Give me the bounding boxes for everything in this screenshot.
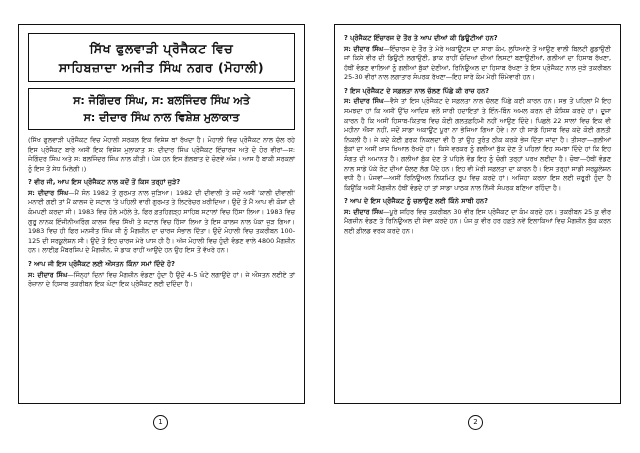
- question-5: ? ਆਪ ਦੇ ਇਸ ਪ੍ਰੋਜੈਕਟ ਨੂੰ ਚਲਾਉਣ ਲਈ ਕਿੰਨੇ ਸਾਥੀ ਹਨ?: [344, 197, 488, 206]
- question-3: ? ਪ੍ਰੋਜੈਕਟ ਇੰਚਾਰਜ ਦੇ ਤੌਰ ਤੇ ਆਪ ਦੀਆਂ ਕੀ ਡਿਊਟੀਆਂ ਹਨ?: [344, 34, 498, 42]
- subtitle-line-1: ਸ: ਜੋਗਿੰਦਰ ਸਿੰਘ, ਸ: ਬਲਜਿੰਦਰ ਸਿੰਘ ਅਤੇ: [73, 94, 250, 107]
- answer-2-speaker: ਸ: ਦੀਦਾਰ ਸਿੰਘ: [28, 270, 68, 279]
- answer-2-text: —ਜਿੰਨ੍ਹਾਂ ਦਿਨਾਂ ਵਿਚ ਮੈਗਜ਼ੀਨ ਵੰਡਣਾ ਹੁੰਦਾ ਹੈ ਉਦੋਂ 4-5 ਘੰਟੇ ਲਗਾਉਂਦੇ ਹਾਂ। ਜੇ ਔਸਤਨ ਲਈਏ ਤਾਂ ਰੋਜ਼ਾਨਾ ਦੇ ਹਿਸਾਬ ਤਕਰੀਬਨ ਇਕ ਘੰਟਾ ਇਕ ਪ੍ਰੋਜੈਕਟ ਲਈ ਦਦਿੰਦਾ ਹੈ।: [28, 270, 295, 289]
- question-4: ? ਇਸ ਪ੍ਰੋਜੈਕਟ ਦੇ ਸਫ਼ਲਤਾ ਨਾਲ ਚੱਲਣ ਪਿੱਛੇ ਕੀ ਰਾਜ਼ ਹਨ?: [344, 86, 490, 95]
- title-line-2: ਸਾਹਿਬਜ਼ਾਦਾ ਅਜੀਤ ਸਿੰਘ ਨਗਰ (ਮੋਹਾਲੀ): [58, 60, 265, 75]
- title-line-1: ਸਿੱਖ ਫੁਲਵਾੜੀ ਪ੍ਰੋਜੈਕਟ ਵਿਚ: [89, 41, 234, 56]
- answer-3: [344, 45, 611, 83]
- page-number-2: 2: [468, 415, 483, 430]
- subtitle-box: [28, 88, 295, 130]
- answer-5: [344, 208, 611, 237]
- question-2: ? ਆਪ ਜੀ ਇਸ ਪ੍ਰੋਜੈਕਟ ਲਈ ਔਸਤਨ ਕਿੰਨਾ ਸਮਾਂ ਦਿੰਦੇ ਹੋ?: [28, 260, 175, 269]
- question-1: ? ਵੀਰ ਜੀ, ਆਪ ਇਸ ਪ੍ਰੋਜੈਕਟ ਨਾਲ ਕਦੋਂ ਤੋਂ ਕਿਸ ਤਰ੍ਹਾਂ ਜੁੜੇ?: [28, 178, 181, 187]
- answer-1-text: —ਮੈਂ ਸੰਨ 1982 ਤੋਂ ਗੁਰਮਤ ਨਾਲ ਜੁੜਿਆ। 1982 ਦੀ ਦੀਵਾਲੀ ਤੇ ਜਦੋਂ ਅਸੀਂ 'ਕਾਲੀ ਦੀਵਾਲੀ' ਮਨਾਈ ਗਈ ਤਾਂ ਮੈਂ ਕਾਲਜ ਦੇ ਸਟਾਲ 'ਤੇ ਪਹਿਲੀ ਵਾਰੀ ਗੁਰਮਤ ਤੇ ਲਿਟਰੇਚਰ ਖ਼ਰੀਦਿਆ। ਉਦੋਂ ਤੋਂ ਮੈਂ ਆਪ ਵੀ ਕੋਸ਼ਾਂ ਦੀ ਕੰਮਪਣੀ ਕਰਦਾ ਸੀ। 1983 ਵਿਚ ਹੋਲੇ ਮਹੱਲੇ ਤੇ, ਫਿਰ ਫ਼ਤਹਿਗੜ੍ਹ ਸਾਹਿਬ ਸਟਾਲਾਂ ਵਿਚ ਹਿੱਸਾ ਲਿਆ। 1983 ਵਿਚ ਗੁਰੂ ਨਾਨਕ ਇੰਜੀਨੀਅਰਿੰਗ ਕਾਲਜ ਵਿਚ ਸਿੱਖੀ ਤੇ ਸਟਾਲ ਵਿਚ ਹਿੱਸਾ ਲਿਆ ਤੇ ਇਸ ਕਾਲਜ ਨਾਲ ਪੱਕਾ ਜੁੜ ਗਿਆ। 1983 ਵਿਚ ਹੀ ਫਿਰ ਮਨਜੀਤ ਸਿੰਘ ਜੀ ਨੂੰ ਮੈਗਜ਼ੀਨ ਦਾ ਚਾਰਜ ਸੰਭਾਲ ਦਿੱਤਾ। ਉਦੋਂ ਮੋਹਾਲੀ ਵਿਚ ਤਕਰੀਬਨ 100-125 ਦੀ ਸਰਕੂਲੇਸ਼ਨ ਸੀ। ਉਦੋਂ ਤੋਂ ਇਹ ਚਾਰਜ ਮੇਰੇ ਪਾਸ ਹੀ ਹੈ। ਅੱਜ ਮੋਹਾਲੀ ਵਿਚ ਹੁੰਦੀ ਵੰਡਣ ਵਾਲੇ 4800 ਮੈਗਜ਼ੀਨ ਹਨ। ਲਾਈਫ਼ ਮੈਂਬਰਸ਼ਿਪ ਦੇ ਮੈਗਜ਼ੀਨ, ਜੋ ਡਾਕ ਰਾਹੀਂ ਆਉਂਦੇ ਹਨ ਉਹ ਇਸ ਤੋਂ ਵੱਖਰੇ ਹਨ।: [28, 188, 295, 255]
- subtitle-line-2: ਸ: ਦੀਦਾਰ ਸਿੰਘ ਨਾਲ ਵਿਸ਼ੇਸ਼ ਮੁਲਾਕਾਤ: [83, 111, 240, 124]
- page-number-1: 1: [153, 415, 168, 430]
- answer-3-speaker: ਸ: ਦੀਦਾਰ ਸਿੰਘ: [344, 44, 384, 53]
- answer-4-text: —ਵੈਸੇ ਤਾਂ ਇਸ ਪ੍ਰੋਜੈਕਟ ਦੇ ਸਫ਼ਲਤਾ ਨਾਲ ਚੱਲਣ ਪਿੱਛੇ ਕਈ ਕਾਰਨ ਹਨ। ਸਭ ਤੋਂ ਪਹਿਲਾਂ ਮੈਂ ਇਹ ਸਮਝਦਾ ਹਾਂ ਕਿ ਅਸੀਂ ਉੱਚ ਆਦਿਸ਼ ਵਲੋਂ ਸਾਰੀ ਹਦਾਇਤਾਂ ਤੇ ਇੰਨ-ਬਿੰਨ ਅਮਲ ਕਰਨ ਦੀ ਕੋਸ਼ਿਸ਼ ਕਰਦੇ ਹਾਂ। ਦੂਜਾ ਕਾਰਨ ਹੈ ਕਿ ਅਸੀਂ ਹਿਸਾਬ-ਕਿਤਾਬ ਵਿਚ ਕੋਈ ਗਲਤਫ਼ਹਿਮੀ ਨਹੀਂ ਆਉਣ ਦਿੰਦੇ। ਪਿਛਲੇ 22 ਸਾਲਾਂ ਵਿਚ ਇਕ ਵੀ ਮਹੀਨਾ ਐਸਾ ਨਹੀਂ, ਜਦੋਂ ਸਾਡਾ ਅਕਾਊਂਟ ਪੂਰਾ ਨਾ ਭੇਜਿਆ ਗਿਆ ਹੋਵੇ। ਨਾ ਹੀ ਸਾਡੇ ਹਿਸਾਬ ਵਿਚ ਕਦੇ ਕੋਈ ਗਲਤੀ ਨਿਕਲੀ ਹੈ। ਜੇ ਕਦੇ ਕੋਈ ਫ਼ਰਕ ਨਿਕਲਦਾ ਵੀ ਹੈ ਤਾਂ ਉਹ ਤੁਰੰਤ ਠੀਕ ਕਰਕੇ ਭੇਜ ਦਿੱਤਾ ਜਾਂਦਾ ਹੈ। ਤੀਸਰਾ—ਗਲੀਆਂ ਬੁੱਕਾਂ ਦਾ ਅਸੀਂ ਖ਼ਾਸ ਖ਼ਿਆਲ ਰੱਖਦੇ ਹਾਂ। ਕਿਸੇ ਵਰਕਰ ਨੂੰ ਗਲੀਆਂ ਬੁੱਕ ਦੇਣ ਤੋਂ ਪਹਿਲਾਂ ਇਹ ਸਮਝਾ ਦਿੰਦੇ ਹਾਂ ਕਿ ਇਹ ਸੰਗਤ ਦੀ ਅਮਾਨਤ ਹੈ। ਗਲੀਆਂ ਬੁੱਕ ਦੇਣ ਤੋਂ ਪਹਿਲੇ ਵੰਡ ਇਹ ਨੂੰ ਚੰਗੀ ਤਰ੍ਹਾਂ ਪਰਖ ਲਈਦਾ ਹੈ। ਚੋਥਾ—ਹੱਥੀਂ ਵੰਡਣ ਨਾਲ ਸਾਡੇ ਪੱਕੇ ਰੋਟ ਦੀਆਂ ਚੱਲਣ ਲੱਗ ਪੈਂਦੇ ਹਨ। ਇਹ ਵੀ ਮੇਰੀ ਸਫ਼ਲਤਾ ਦਾ ਕਾਰਨ ਹੈ। ਇਸ ਤਰ੍ਹਾਂ ਸਾਡੀ ਸਰਕੂਲੇਸ਼ਨ ਵਧੀ ਹੈ। ਪੰਜਵਾਂ—ਅਸੀਂ ਰਿਨਿਊਅਲ ਨਿਯਮਿਤ ਰੂਪ ਵਿਚ ਕਰਦੇ ਹਾਂ। ਅਜਿਹਾ ਕਰਨਾ ਇਸ ਲਈ ਜ਼ਰੂਰੀ ਹੁੰਦਾ ਹੈ ਕਿਉਂਕਿ ਅਸੀਂ ਮੈਗਜ਼ੀਨ ਹੱਥੀਂ ਵੰਡਦੇ ਹਾਂ ਤਾਂ ਸਾਡਾ ਪਾਠਕ ਨਾਲ ਨਿੱਜੀ ਸੰਪਰਕ ਬਣਿਆ ਰਹਿੰਦਾ ਹੈ।: [344, 97, 611, 192]
- answer-5-text: —ਪੂਰੇ ਸ਼ਹਿਰ ਵਿਚ ਤਕਰੀਬਨ 30 ਵੀਰ ਇਸ ਪ੍ਰੋਜੈਕਟ ਦਾ ਕੰਮ ਕਰਦੇ ਹਨ। ਤਕਰੀਬਨ 25 ਕੁ ਵੀਰ ਮੈਗਜ਼ੀਨ ਵੰਡਣ ਤੇ ਰਿਨਿਊਅਲ ਦੀ ਸੇਵਾ ਕਰਦੇ ਹਨ। ਪੰਜ ਕੁ ਵੀਰ ਹਰ ਹਫ਼ਤੇ ਨਵੇਂ ਇਲਾਕਿਆਂ ਵਿਚ ਮੈਗਜ਼ੀਨ ਬੁੱਕ ਕਰਨ ਲਈ ਫ਼ੀਲਡ ਵਰਕ ਕਰਦੇ ਹਨ।: [344, 207, 611, 235]
- left-page: [18, 24, 305, 404]
- intro-paragraph: (ਸਿੱਖ ਫੁਲਵਾੜੀ ਪ੍ਰੋਜੈਕਟ ਵਿਚ ਮੋਹਾਲੀ ਸਰਕਲ ਇਕ ਵਿਸ਼ੇਸ਼ ਥਾਂ ਰੱਖਦਾ ਹੈ। ਮੋਹਾਲੀ ਵਿਚ ਪ੍ਰੋਜੈਕਟ ਨਾਲ ਚੱਲ ਰਹੇ ਇਸ ਪ੍ਰੋਜੈਕਟ ਬਾਰੇ ਅਸੀਂ ਇਕ ਵਿਸ਼ੇਸ਼ ਮੁਲਾਕਾਤ ਸ: ਦੀਦਾਰ ਸਿੰਘ ਪ੍ਰੋਜੈਕਟ ਇੰਚਾਰਜ ਅਤੇ ਦੋ ਹੋਰ ਵੀਰਾਂ—ਸ: ਜੋਗਿੰਦਰ ਸਿੰਘ ਅਤੇ ਸ: ਬਲਜਿੰਦਰ ਸਿੰਘ ਨਾਲ ਕੀਤੀ। ਪੇਸ਼ ਹਨ ਇਸ ਗੱਲਬਾਤ ਦੇ ਚੋਣਵੇਂ ਅੰਸ਼। ਆਸ ਹੈ ਬਾਕੀ ਸਰਕਲਾਂ ਨੂੰ ਇਸ ਤੋਂ ਸੇਧ ਮਿਲੇਗੀ।): [28, 136, 295, 173]
- answer-4: [344, 97, 611, 193]
- answer-2: [28, 271, 295, 290]
- right-page: [334, 24, 621, 404]
- answer-1: [28, 189, 295, 256]
- answer-1-speaker: ਸ: ਦੀਦਾਰ ਸਿੰਘ: [28, 188, 69, 197]
- title-box: [28, 33, 295, 82]
- answer-4-speaker: ਸ: ਦੀਦਾਰ ਸਿੰਘ: [344, 97, 384, 106]
- answer-5-speaker: ਸ: ਦੀਦਾਰ ਸਿੰਘ: [344, 207, 383, 216]
- answer-3-text: —ਇੰਚਾਰਜ ਦੇ ਤੌਰ ਤੇ ਮੇਰੇ ਅਕਾਊਂਟਸ ਦਾ ਸਾਰਾ ਕੰਮ, ਲੁਧਿਆਣੇ ਤੋਂ ਆਉਣ ਵਾਲੀ ਬਿਲਟੀ ਛੁਡਾਉਣੀ ਜਾਂ ਕਿਸੇ ਵੀਰ ਦੀ ਡਿਊਟੀ ਲਗਾਉਣੀ, ਡਾਕ ਰਾਹੀਂ ਚੰਦਿਆਂ ਦੀਆਂ ਲਿਸਟਾਂ ਬਣਾਉਣੀਆਂ, ਗਲੀਆਂ ਦਾ ਹਿਸਾਬ ਰੱਖਣਾ, ਹੱਥੀਂ ਵੰਡਣ ਵਾਲਿਆਂ ਨੂੰ ਗਲੀਆਂ ਬੁੱਕਾਂ ਦੇਣੀਆਂ, ਰਿਨਿਊਅਲ ਦਾ ਹਿਸਾਬ ਰੱਖਣਾ ਤੇ ਇਸ ਪ੍ਰੋਜੈਕਟ ਨਾਲ ਜੁੜੇ ਤਕਰੀਬਨ 25-30 ਵੀਰਾਂ ਨਾਲ ਲਗਾਤਾਰ ਸੰਪਰਕ ਰੱਖਣਾ—ਇਹ ਸਾਰੇ ਕੰਮ ਮੇਰੀ ਜ਼ਿੰਮੇਵਾਰੀ ਹਨ।: [344, 44, 611, 82]
